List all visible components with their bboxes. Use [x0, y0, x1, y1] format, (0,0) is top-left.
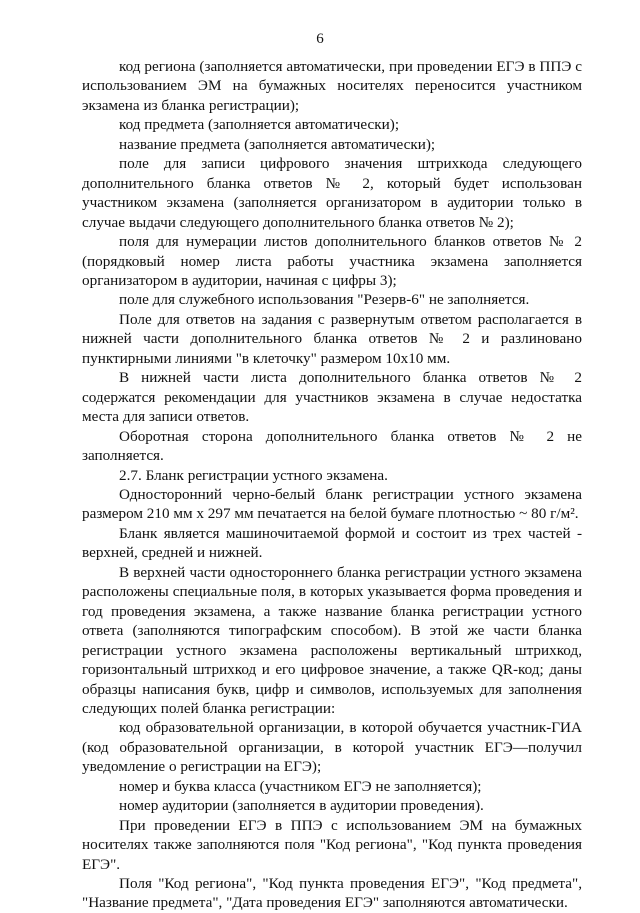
paragraph: Поля "Код региона", "Код пункта проведения ЕГЭ", "Код предмета", "Название предмета", "Дата проведения ЕГЭ" заполняются автоматически. — [82, 875, 582, 912]
paragraph: код образовательной организации, в которой обучается участник-ГИА (код образовательной организации, в которой участник ЕГЭ—получил уведомление о регистрации на ЕГЭ); — [82, 719, 582, 776]
paragraph: Поле для ответов на задания с развернутым ответом располагается в нижней части дополнительного бланка ответов № 2 и разлиновано пунктирными линиями "в клеточку" размером 10х10 мм. — [82, 310, 582, 367]
paragraph: поле для записи цифрового значения штрихкода следующего дополнительного бланка ответов № 2, который будет использован участником экзамена (заполняется организатором в аудитории только в случае выдачи следующего дополнительного бланка ответов № 2); — [82, 155, 582, 231]
paragraph: название предмета (заполняется автоматически); — [119, 135, 436, 153]
paragraph: поле для служебного использования "Резерв-6" не заполняется. — [119, 291, 530, 309]
document-body — [82, 57, 582, 913]
paragraph: При проведении ЕГЭ в ППЭ с использованием ЭМ на бумажных носителях также заполняются поля "Код региона", "Код пункта проведения ЕГЭ". — [82, 816, 582, 873]
paragraph: Односторонний черно-белый бланк регистрации устного экзамена размером 210 мм х 297 мм печатается на белой бумаге плотностью ~ 80 г/м². — [82, 485, 582, 523]
page-number: 6 — [316, 31, 324, 47]
section-heading: 2.7. Бланк регистрации устного экзамена. — [119, 466, 388, 484]
paragraph: Бланк является машиночитаемой формой и состоит из трех частей - верхней, средней и нижней. — [82, 524, 582, 562]
paragraph: Оборотная сторона дополнительного бланка ответов № 2 не заполняется. — [82, 427, 582, 465]
paragraph: В верхней части одностороннего бланка регистрации устного экзамена расположены специальные поля, в которых указывается форма проведения и год проведения экзамена, а также название бланка регистрации устного ответа (заполняются типографским способом). В этой же части бланка регистрации устного экзамена расположены вертикальный штрихкод, горизонтальный штрихкод и его цифровое значение, а также QR-код; даны образцы написания букв, цифр и символов, используемых для заполнения следующих полей бланка регистрации: — [82, 563, 582, 717]
paragraph: В нижней части листа дополнительного бланка ответов № 2 содержатся рекомендации для участников экзамена в случае недостатка места для записи ответов. — [82, 369, 582, 426]
paragraph: поля для нумерации листов дополнительного бланков ответов № 2 (порядковый номер листа работы участника экзамена заполняется организатором в аудитории, начиная с цифры 3); — [82, 233, 582, 289]
paragraph: номер аудитории (заполняется в аудитории проведения). — [119, 797, 484, 815]
paragraph: код региона (заполняется автоматически, при проведении ЕГЭ в ППЭ с использованием ЭМ на бумажных носителях переносится участником экзамена из бланка регистрации); — [82, 58, 582, 114]
paragraph: код предмета (заполняется автоматически); — [119, 116, 400, 134]
paragraph: номер и буква класса (участником ЕГЭ не заполняется); — [119, 777, 482, 795]
